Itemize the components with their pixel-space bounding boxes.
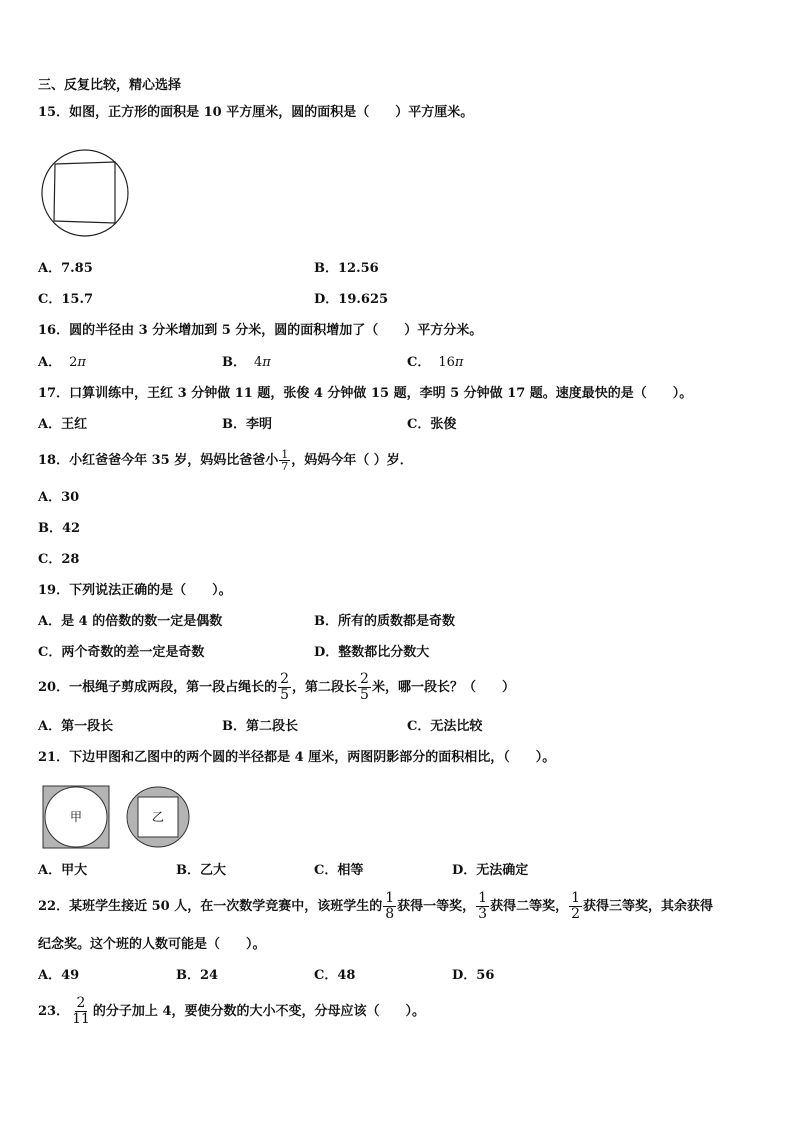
q18-option-a[interactable]: A．30 [38,490,80,505]
q15-option-d[interactable]: D．19.625 [314,292,389,307]
q18-option-c[interactable]: C．28 [38,552,80,567]
q17-option-c[interactable]: C．张俊 [407,417,457,432]
question-16-stem: 16．圆的半径由 3 分米增加到 5 分米，圆的面积增加了（ ）平方分米。 [38,323,483,338]
q20-option-c[interactable]: C．无法比较 [407,719,483,734]
question-17-stem: 17．口算训练中，王红 3 分钟做 11 题，张俊 4 分钟做 15 题，李明 5 分钟做 17 题。速度最快的是（ ）。 [38,386,693,401]
q21-option-c[interactable]: C．相等 [314,863,364,878]
figure-label-yi: 乙 [152,810,165,824]
question-19-stem: 19．下列说法正确的是（ ）。 [38,583,232,598]
q19-option-c[interactable]: C．两个奇数的差一定是奇数 [38,645,205,660]
q22-option-d[interactable]: D．56 [452,968,495,983]
q15-option-c[interactable]: C．15.7 [38,292,94,307]
q15-option-a[interactable]: A．7.85 [38,261,93,276]
q22-option-b[interactable]: B．24 [176,968,219,983]
question-15-stem: 15．如图，正方形的面积是 10 平方厘米，圆的面积是（ ）平方厘米。 [38,105,474,120]
question-23-stem: 23． $\frac{2}{11}$ 的分子加上 4，要使分数的大小不变，分母应该（ ）。 [38,995,425,1027]
q17-option-a[interactable]: A．王红 [38,417,88,432]
q19-option-a[interactable]: A．是 4 的倍数的数一定是偶数 [38,614,223,629]
question-20-stem: 20．一根绳子剪成两段，第一段占绳长的 $\frac{2}{5}$ ，第二段长 $\frac{2}{5}$ 米，哪一段长？（ ） [38,671,515,703]
q16-option-a[interactable]: A． 2π [38,355,86,370]
section-title: 三、反复比较，精心选择 [38,78,182,93]
figure-label-jia: 甲 [70,810,83,824]
fraction-2-11: $\frac{2}{11}$ [72,995,90,1027]
q17-option-b[interactable]: B．李明 [222,417,273,432]
q19-option-b[interactable]: B．所有的质数都是奇数 [314,614,456,629]
fraction-1-3: $\frac{1}{3}$ [478,890,488,922]
fraction-1-7: $\frac{1}{7}$ [281,448,289,473]
q18-option-b[interactable]: B．42 [38,521,81,536]
q15-option-b[interactable]: B．12.56 [314,261,379,276]
q16-option-b[interactable]: B． 4π [222,355,271,370]
q21-option-b[interactable]: B．乙大 [176,863,227,878]
q22-option-a[interactable]: A．49 [38,968,80,983]
question-22-stem-line2: 纪念奖。这个班的人数可能是（ ）。 [38,937,266,952]
q15-figure-circle-square [40,147,132,239]
q19-option-d[interactable]: D．整数都比分数大 [314,645,430,660]
fraction-1-8: $\frac{1}{8}$ [385,890,395,922]
fraction-2-5-a: $\frac{2}{5}$ [280,671,290,703]
fraction-2-5-b: $\frac{2}{5}$ [360,671,369,703]
question-21-stem: 21．下边甲图和乙图中的两个圆的半径都是 4 厘米，两图阴影部分的面积相比，（ ）。 [38,750,556,765]
question-22-stem: 22．某班学生接近 50 人，在一次数学竞赛中，该班学生的 $\frac{1}{8}$ 获得一等奖， $\frac{1}{3}$ 获得二等奖， $\frac{1}{2}$ 获得三等奖，其余获得 [38,890,714,922]
q21-option-a[interactable]: A．甲大 [38,863,88,878]
question-18-stem: 18．小红爸爸今年 35 岁，妈妈比爸爸小 $\frac{1}{7}$ ，妈妈今年（ ）岁． [38,448,413,473]
fraction-1-2: $\frac{1}{2}$ [571,890,581,922]
q20-option-a[interactable]: A．第一段长 [38,719,114,734]
q20-option-b[interactable]: B．第二段长 [222,719,299,734]
q16-option-c[interactable]: C． 16π [407,355,464,370]
q22-option-c[interactable]: C．48 [314,968,356,983]
q21-option-d[interactable]: D．无法确定 [452,863,529,878]
